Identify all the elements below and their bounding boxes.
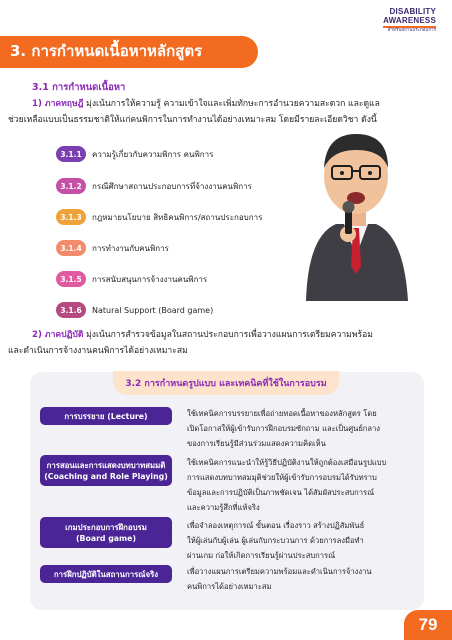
theory-line-2: ช่วยเหลือแบบเป็นธรรมชาติให้แก่คนพิการในการทำงานได้อย่างเหมาะสม โดยมีรายละเอียดวิชา ดังนี้ [8,115,377,125]
topic-label: กรณีศึกษาสถานประกอบการที่จ้างงานคนพิการ [92,181,252,191]
method-description-line: และความรู้สึกที่แท้จริง [187,503,260,512]
brand-line-2: AWARENESS [383,16,436,25]
method-description-line: ให้ผู้เล่นกับผู้เล่น ผู้เล่นกับกระบวนการ ด้วยการลงมือทำ [187,536,364,545]
method-description [187,518,417,563]
method-description-line: การแสดงบทบาทสมมุติช่วยให้ผู้เข้ารับการอบรมได้รับทราบ [187,473,377,482]
method-label [40,407,172,425]
topic-label: การสนับสนุนการจ้างงานคนพิการ [92,274,208,284]
topic-item [56,271,207,287]
topic-number: 3.1.3 [56,209,86,225]
method-label-line: การสอนและการแสดงบทบาทสมมติ [46,460,166,470]
method-description-line: เพื่อวางแผนการเตรียมความพร้อมและดำเนินการจ้างงาน [187,567,372,576]
topic-item [56,302,213,318]
topic-number: 3.1.1 [56,146,86,162]
method-description [187,564,417,594]
topic-item [56,178,252,194]
method-description [187,406,417,451]
method-description-line: ใช้เทคนิคการบรรยายเพื่อถ่ายทอดเนื้อหาของหลักสูตร โดย [187,409,377,418]
practice-paragraph-cont [8,343,438,359]
topic-number: 3.1.5 [56,271,86,287]
method-label-line: เกมประกอบการฝึกอบรม [65,522,147,532]
presenter-illustration [296,116,416,301]
method-description-line: ใช้เทคนิคการแนะนำให้รู้วิธีปฏิบัติงานให้ถูกต้องเสมือนรูปแบบ [187,458,387,467]
method-label-line: การฝึกปฏิบัติในสถานการณ์จริง [53,569,159,579]
theory-paragraph [32,96,432,112]
topic-item [56,209,262,225]
method-description [187,455,417,515]
practice-line-2: และดำเนินการจ้างงานคนพิการได้อย่างเหมาะสม [8,346,188,356]
theory-line-1: มุ่งเน้นการให้ความรู้ ความเข้าใจและเพิ่มทักษะการอำนวยความสะดวก และดูแล [83,99,380,109]
topic-label: การทำงานกับคนพิการ [92,243,169,253]
topic-label: Natural Support (Board game) [92,305,214,315]
method-description-line: ข้อมูลและการปฏิบัติเป็นภาพชัดเจน ได้สัมผัสประสบการณ์ [187,488,375,497]
brand-line-1: DISABILITY [389,7,436,16]
method-label [40,517,172,548]
practice-line-1: มุ่งเน้นการสำรวจข้อมูลในสถานประกอบการเพื่อวางแผนการเตรียมความพร้อม [83,330,373,340]
method-label-line: (Coaching and Role Playing) [44,471,168,481]
method-label-line: (Board game) [75,533,137,543]
practice-lead: 2) ภาคปฏิบัติ [32,330,84,340]
brand-logo [383,7,436,34]
training-methods-header [113,371,339,395]
topic-number: 3.1.6 [56,302,86,318]
page-number: 79 [404,610,452,640]
topic-item [56,146,213,162]
method-description-line: คนพิการได้อย่างเหมาะสม [187,582,272,591]
method-description-line: ผ่านเกม ก่อให้เกิดการเรียนรู้ผ่านประสบการณ์ [187,551,336,560]
topic-label: กฎหมายนโยบาย สิทธิคนพิการ/สถานประกอบการ [92,212,263,222]
topic-number: 3.1.2 [56,178,86,194]
chapter-title: 3. การกำหนดเนื้อหาหลักสูตร [10,42,203,60]
brand-line-3: สำหรับสถานประกอบการ [387,28,436,33]
method-label-line: การบรรยาย (Lecture) [64,411,148,421]
section-title: 3.1 การกำหนดเนื้อหา [32,82,126,93]
method-description-line: ของการเรียนรู้มีส่วนร่วมแสดงความคิดเห็น [187,439,326,448]
method-description-line: เปิดโอกาสให้ผู้เข้ารับการฝึกอบรมซักถาม และเป็นศูนย์กลาง [187,424,380,433]
topic-item [56,240,169,256]
method-label [40,455,172,486]
practice-paragraph [32,327,432,343]
chapter-banner [0,36,258,68]
method-label [40,565,172,583]
theory-lead: 1) ภาคทฤษฎี [32,99,84,109]
topic-label: ความรู้เกี่ยวกับความพิการ คนพิการ [92,149,214,159]
method-description-line: เพื่อจำลองเหตุการณ์ ขั้นตอน เรื่องราว สร้างปฏิสัมพันธ์ [187,521,365,530]
topic-number: 3.1.4 [56,240,86,256]
training-methods-title: 3.2 การกำหนดรูปแบบ และเทคนิคที่ใช้ในการอบรม [125,379,327,389]
